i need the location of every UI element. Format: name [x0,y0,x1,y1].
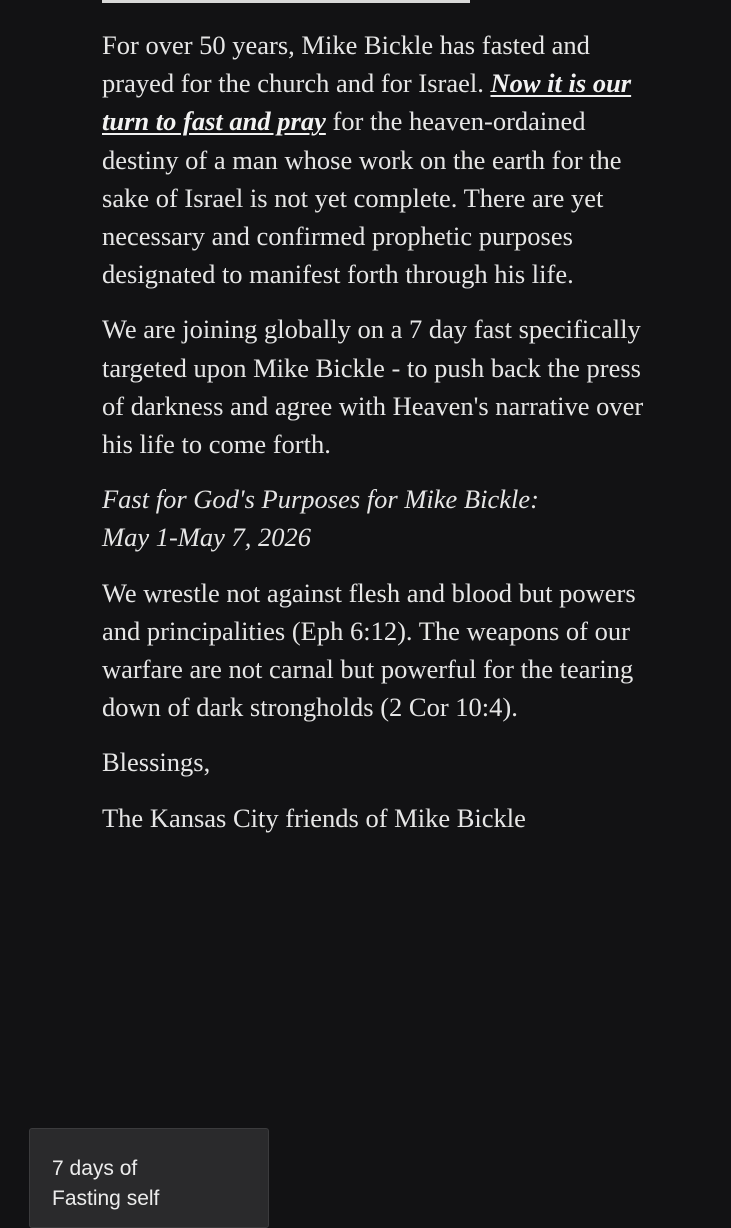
paragraph-scripture: We wrestle not against flesh and blood but powers and principalities (Eph 6:12). The weapons of our warfare are not carnal but powerful for the tearing down of dark strongholds (2 Cor 10:4). [102,577,636,723]
callout-line-1: 7 days of [52,1157,138,1180]
paragraph-intro [102,26,662,293]
intro-text: For over 50 years, Mike Bickle has fasted and prayed for the church and for Israel. [102,30,590,99]
email-body [102,26,662,854]
fast-date-range: May 1-May 7, 2026 [102,522,311,553]
top-link-underline [102,0,470,3]
paragraph-global-fast: We are joining globally on a 7 day fast specifically targeted upon Mike Bickle - to push back the press of darkness and agree with Heaven's narrative over his life to come forth. [102,314,644,460]
signature-text: The Kansas City friends of Mike Bickle [102,802,526,833]
callout-line-2: Fasting self [52,1187,160,1210]
paragraph-fast-dates [102,480,662,556]
intro-text-continued: for the heaven-ordained destiny of a man whose work on the earth for the sake of Israel is not yet complete. There are yet necessary and confirmed prophetic purposes designated to manifest forth through his life. [102,106,622,290]
fasting-callout-box[interactable] [29,1128,269,1228]
closing-text: Blessings, [102,747,211,778]
fast-and-pray-link[interactable]: Now it is our turn to fast and pray [102,68,632,137]
fast-title: Fast for God's Purposes for Mike Bickle: [102,484,539,515]
